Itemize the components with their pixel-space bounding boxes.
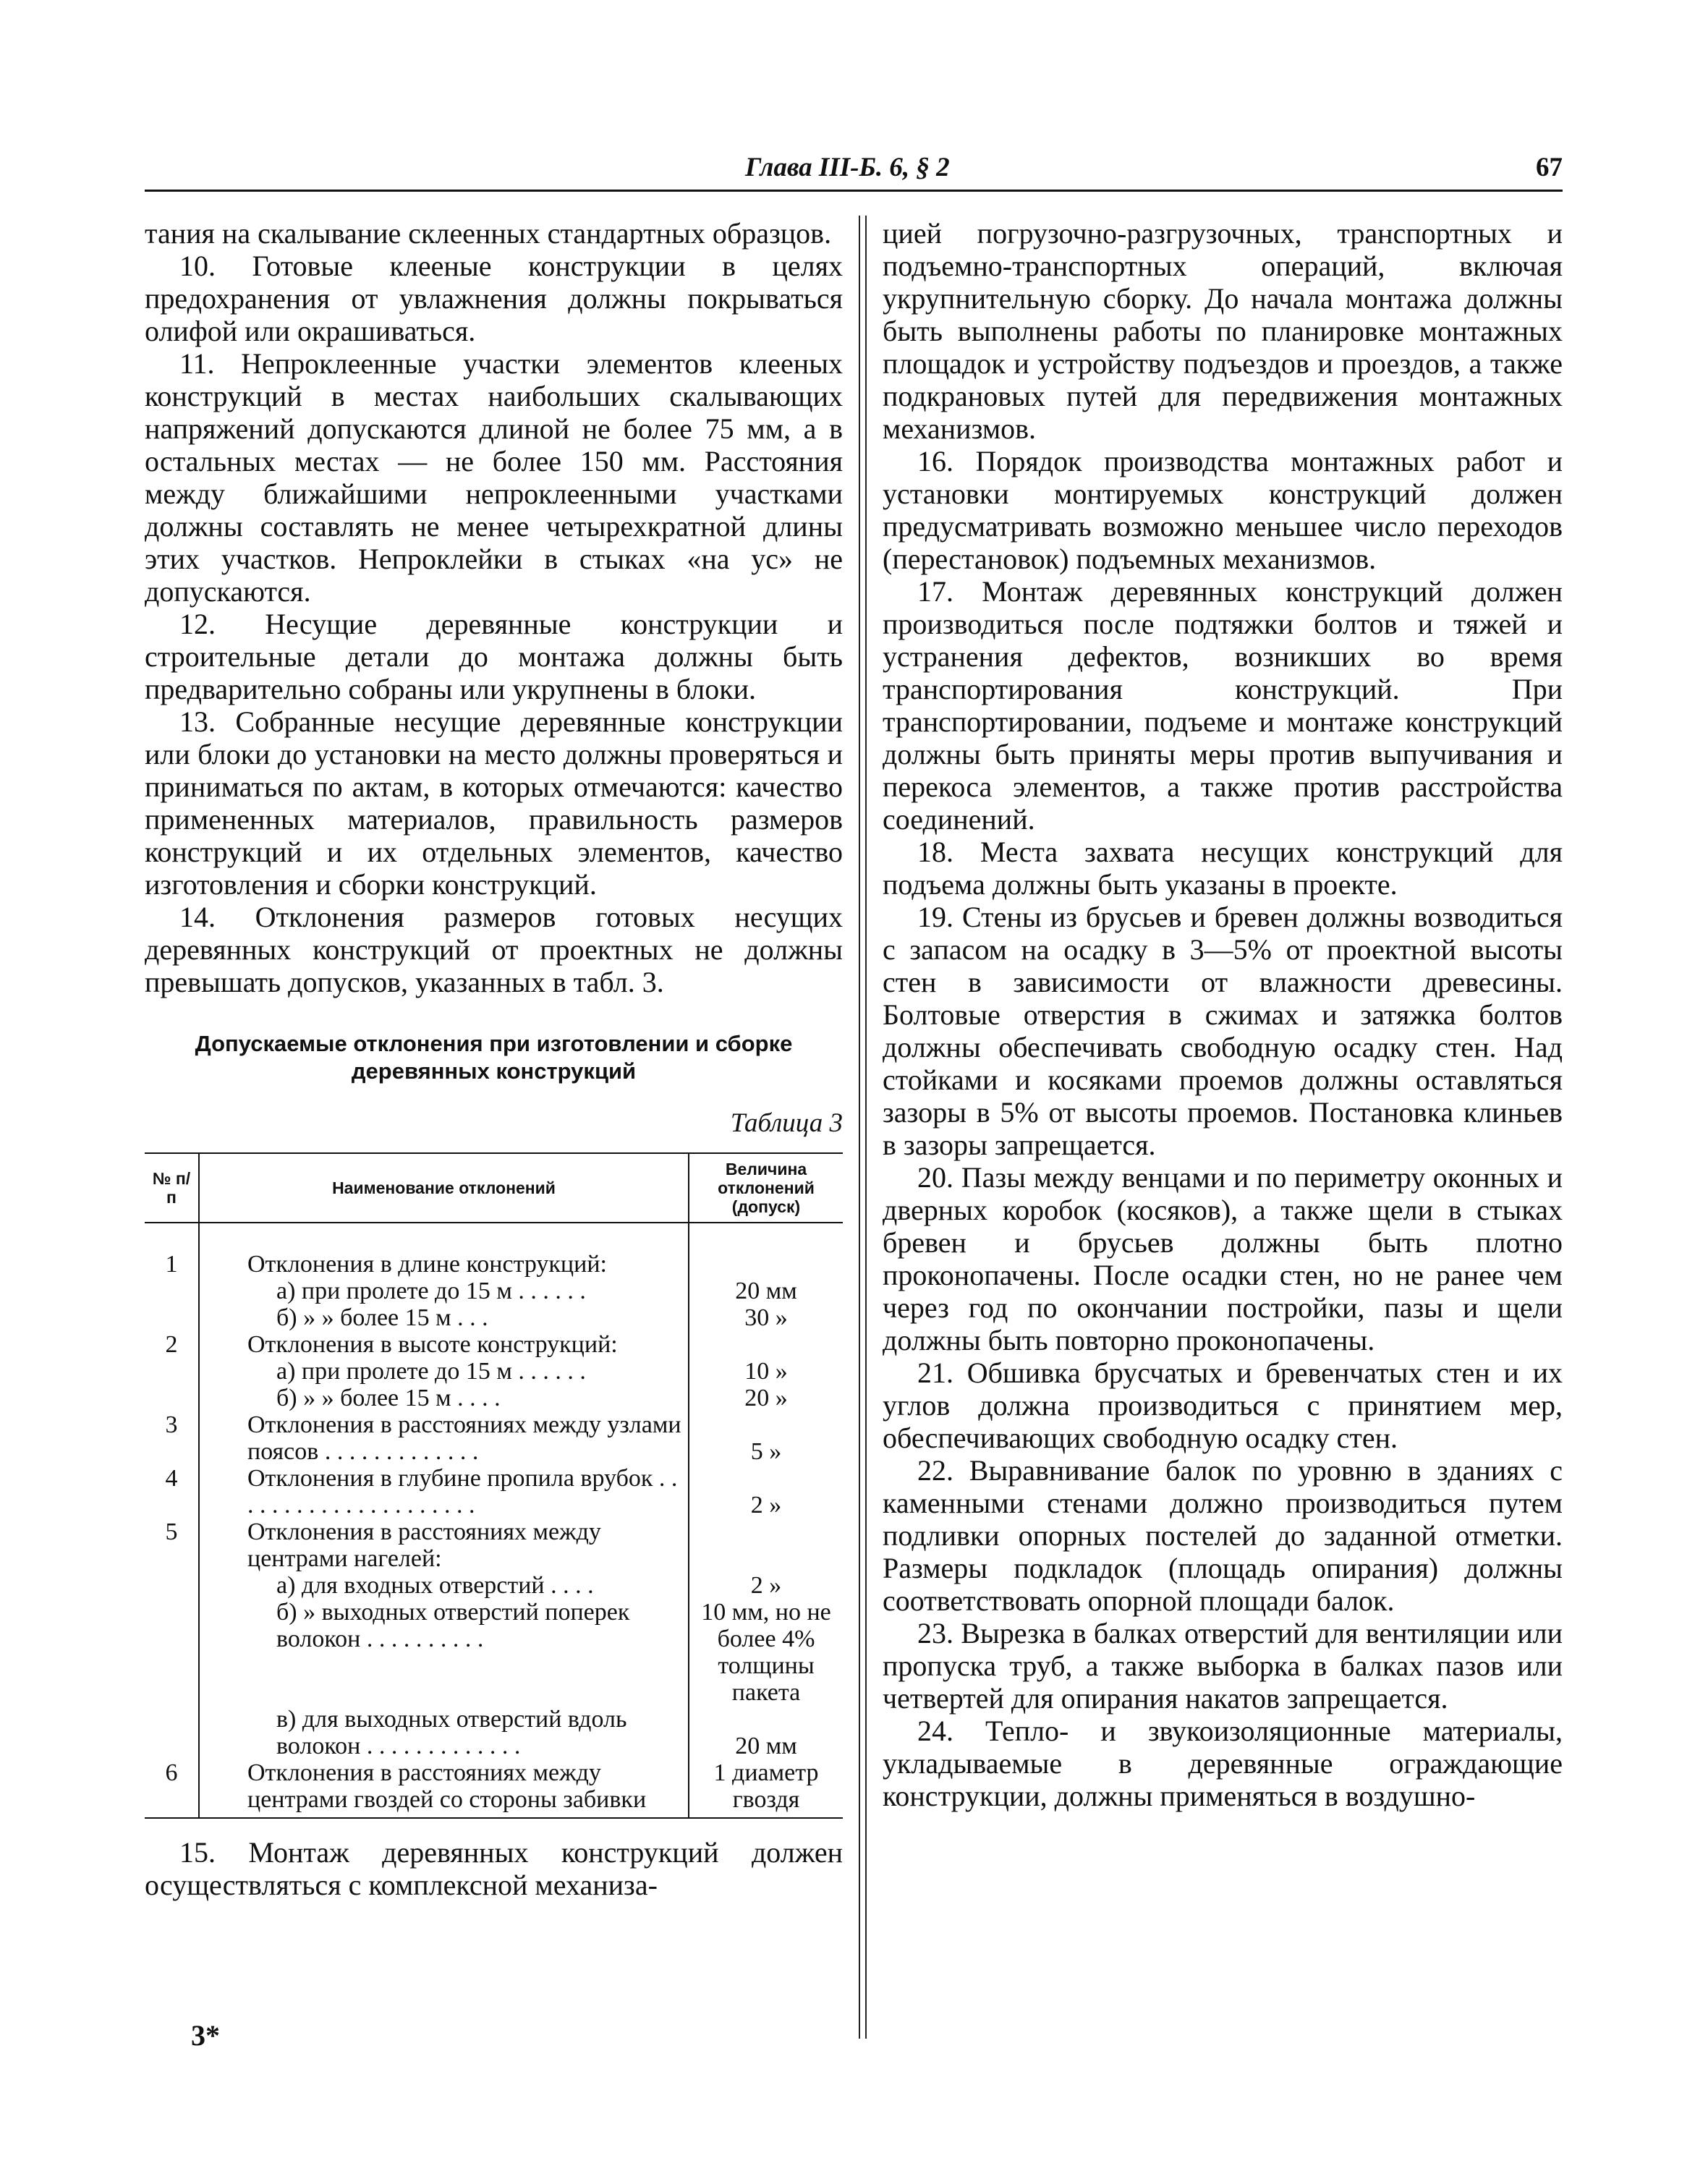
paragraph-continued: тания на скалывание склеенных стандартных образцов. [145,217,832,250]
chapter-reference: Глава III-Б. 6, § 2 [745,153,950,182]
paragraph-11: 11. Непроклеенные участки элементов клееных конструкций в местах наибольших скалывающих напряжений допускаются длиной не более 75 мм, а в остальных местах — не более 150 мм. Расстояния между ближайшими непроклеенными участками должны составлять не менее четырехкратной длины этих участков. Непроклейки в стыках «на ус» не допускаются. [145,347,843,608]
table-row: а) при пролете до 15 м . . . . . . 10 » [145,1358,843,1385]
table-row: в) для выходных отверстий вдоль волокон . . . . . . . . . . . . . 20 мм [145,1706,843,1759]
column-divider [865,216,867,2039]
header-tolerance: Величина отклонений (допуск) [689,1153,843,1223]
paragraph-14: 14. Отклонения размеров готовых несущих деревянных конструкций от проектных не должны превышать допусков, указанных в табл. 3. [145,901,843,998]
page-number: 67 [1536,153,1563,182]
table-row: б) » выходных отверстий поперек волокон . . . . . . . . . . 10 мм, но не более 4% толщины пакета [145,1599,843,1706]
header-number: № п/п [145,1153,199,1223]
paragraph-24: 24. Тепло- и звукоизоляционные материалы, укладываемые в деревянные ограждающие конструкции, должны применяться в воздушно- [883,1715,1563,1812]
deviation-table [145,1152,843,1819]
paragraph-continued-right: цией погрузочно-разгрузочных, транспортных и подъемно-транспортных операций, включая укрупнительную сборку. До начала монтажа должны быть выполнены работы по планировке монтажных площадок и устройству подъездов и проездов, а также подкрановых путей для передвижения монтажных механизмов. [883,217,1563,445]
table-row: б) » » более 15 м . . . 30 » [145,1304,843,1331]
table-row: 1 Отклонения в длине конструкций: [145,1251,843,1278]
table-row: 2 Отклонения в высоте конструкций: [145,1331,843,1358]
paragraph-18: 18. Места захвата несущих конструкций для подъема должны быть указаны в проекте. [883,836,1563,901]
paragraph-12: 12. Несущие деревянные конструкции и строительные детали до монтажа должны быть предварительно собраны или укрупнены в блоки. [145,608,843,705]
paragraph-23: 23. Вырезка в балках отверстий для вентиляции или пропуска труб, а также выборка в балках пазов или четвертей для опирания накатов запрещается. [883,1617,1563,1715]
table-row: 4 Отклонения в глубине пропила врубок . . . . . . . . . . . . . . . . . . . . . 2 » [145,1465,843,1518]
table-row: 3 Отклонения в расстояниях между узлами поясов . . . . . . . . . . . . . 5 » [145,1411,843,1465]
paragraph-13: 13. Собранные несущие деревянные конструкции или блоки до установки на место должны проверяться и приниматься по актам, в которых отмечаются: качество примененных материалов, правильность размеров конструкций и их отдельных элементов, качество изготовления и сборки конструкций. [145,705,843,901]
paragraph-17: 17. Монтаж деревянных конструкций должен производиться после подтяжки болтов и тяжей и устранения дефектов, возникших во время транспортирования конструкций. При транспортировании, подъеме и монтаже конструкций должны быть приняты меры против выпучивания и перекоса элементов, а также против расстройства соединений. [883,575,1563,836]
paragraph-21: 21. Обшивка брусчатых и бревенчатых стен и их углов должна производиться с принятием мер, обеспечивающих свободную осадку стен. [883,1356,1563,1454]
paragraph-10: 10. Готовые клееные конструкции в целях предохранения от увлажнения должны покрываться олифой или окрашиваться. [145,250,843,347]
page-header [145,152,1563,192]
table-title: Допускаемые отклонения при изготовлении и сборке деревянных конструкций [195,1031,793,1084]
column-divider [859,216,860,2039]
paragraph-15: 15. Монтаж деревянных конструкций должен осуществляться с комплексной механиза- [145,1836,843,1901]
table-row: б) » » более 15 м . . . . 20 » [145,1385,843,1411]
left-column [145,217,843,1901]
table-row: а) при пролете до 15 м . . . . . . 20 мм [145,1278,843,1304]
table-row: 5 Отклонения в расстояниях между центрами нагелей: [145,1518,843,1572]
right-column [883,217,1563,1812]
paragraph-16: 16. Порядок производства монтажных работ и установки монтируемых конструкций должен предусматривать возможно меньшее число переходов (перестановок) подъемных механизмов. [883,445,1563,575]
footnote-mark: 3* [191,2019,220,2052]
table-label: Таблица 3 [730,1108,843,1138]
paragraph-22: 22. Выравнивание балок по уровню в зданиях с каменными стенами должно производиться путем подливки опорных постелей до заданной отметки. Размеры подкладок (площадь опирания) должны соответствовать опорной площади балок. [883,1454,1563,1617]
paragraph-19: 19. Стены из брусьев и бревен должны возводиться с запасом на осадку в 3—5% от проектной высоты стен в зависимости от влажности древесины. Болтовые отверстия в сжимах и затяжка болтов должны обеспечивать свободную осадку стен. Над стойками и косяками проемов должны оставляться зазоры в 5% от высоты проемов. Постановка клиньев в зазоры запрещается. [883,901,1563,1161]
paragraph-20: 20. Пазы между венцами и по периметру оконных и дверных коробок (косяков), а также щели в стыках бревен и брусьев должны быть плотно проконопачены. После осадки стен, но не ранее чем через год по окончании постройки, пазы и щели должны быть повторно проконопачены. [883,1161,1563,1356]
header-deviation-name: Наименование отклонений [199,1153,689,1223]
table-row: 6 Отклонения в расстояниях между центрами гвоздей со стороны забивки 1 диаметр гвоздя [145,1759,843,1818]
table-row: а) для входных отверстий . . . . 2 » [145,1572,843,1599]
header-rule [145,190,1563,192]
